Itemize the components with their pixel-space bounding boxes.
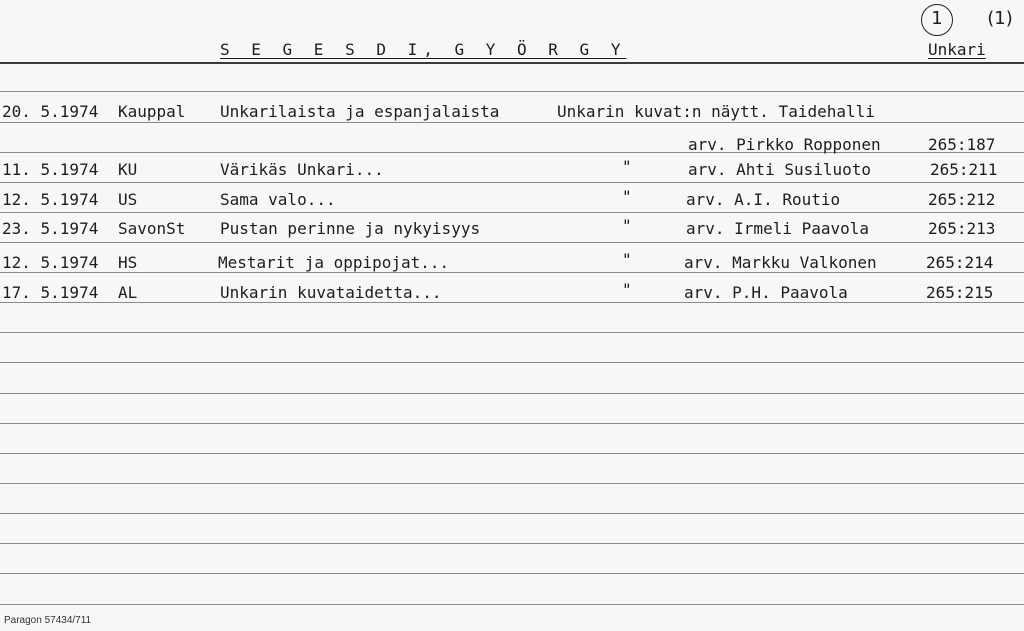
entry-reviewer: arv. A.I. Routio — [686, 190, 841, 209]
ruled-line — [0, 332, 1024, 333]
entry-date: 12. 5.1974 — [2, 253, 99, 272]
ruled-line — [0, 604, 1024, 605]
entry-date: 20. 5.1974 — [2, 102, 99, 121]
ditto-mark: " — [622, 280, 632, 299]
entry-title: Värikäs Unkari... — [220, 160, 384, 179]
card-footer: Paragon 57434/711 — [4, 615, 92, 626]
ruled-line — [0, 212, 1024, 213]
ruled-line — [0, 423, 1024, 424]
entry-title: Mestarit ja oppipojat... — [218, 253, 450, 272]
entry-source: US — [118, 190, 138, 209]
entry-title: Unkarin kuvataidetta... — [220, 283, 442, 302]
ruled-line — [0, 272, 1024, 273]
entry-title: Pustan perinne ja nykyisyys — [220, 219, 481, 238]
entry-source: KU — [118, 160, 138, 179]
entry-code: 265:215 — [926, 283, 994, 302]
ruled-line — [0, 91, 1024, 92]
entry-source: SavonSt — [118, 219, 186, 238]
entry-date: 12. 5.1974 — [2, 190, 99, 209]
entry-code: 265:187 — [928, 135, 996, 154]
entry-title: Unkarilaista ja espanjalaista — [220, 102, 500, 121]
entry-date: 11. 5.1974 — [2, 160, 99, 179]
circled-number-mark: 1 — [921, 4, 953, 36]
ditto-mark: " — [622, 250, 632, 269]
card-title: S E G E S D I, G Y Ö R G Y — [220, 40, 627, 59]
ruled-line — [0, 182, 1024, 183]
entry-code: 265:212 — [928, 190, 996, 209]
entry-reviewer: arv. Markku Valkonen — [684, 253, 877, 272]
entry-reviewer: arv. P.H. Paavola — [684, 283, 848, 302]
header-rule — [0, 62, 1024, 64]
entry-date: 23. 5.1974 — [2, 219, 99, 238]
ruled-line — [0, 543, 1024, 544]
ditto-mark: " — [622, 216, 632, 235]
ditto-mark: " — [622, 187, 632, 206]
ruled-line — [0, 393, 1024, 394]
ruled-line — [0, 122, 1024, 123]
entry-reviewer: arv. Irmeli Paavola — [686, 219, 870, 238]
entry-reviewer: arv. Pirkko Ropponen — [688, 135, 881, 154]
entry-title: Sama valo... — [220, 190, 336, 209]
parenthesized-number-mark: (1) — [987, 8, 1013, 29]
entry-code: 265:214 — [926, 253, 994, 272]
ruled-line — [0, 483, 1024, 484]
ruled-line — [0, 573, 1024, 574]
ruled-line — [0, 242, 1024, 243]
entry-event: Unkarin kuvat:n näytt. Taidehalli — [557, 102, 875, 121]
entry-code: 265:211 — [930, 160, 998, 179]
ruled-line — [0, 453, 1024, 454]
ruled-line — [0, 302, 1024, 303]
ditto-mark: " — [622, 157, 632, 176]
entry-date: 17. 5.1974 — [2, 283, 99, 302]
ruled-line — [0, 513, 1024, 514]
country-label: Unkari — [928, 40, 986, 59]
entry-source: AL — [118, 283, 138, 302]
entry-source: HS — [118, 253, 138, 272]
ruled-line — [0, 362, 1024, 363]
entry-source: Kauppal — [118, 102, 186, 121]
entry-code: 265:213 — [928, 219, 996, 238]
entry-reviewer: arv. Ahti Susiluoto — [688, 160, 872, 179]
